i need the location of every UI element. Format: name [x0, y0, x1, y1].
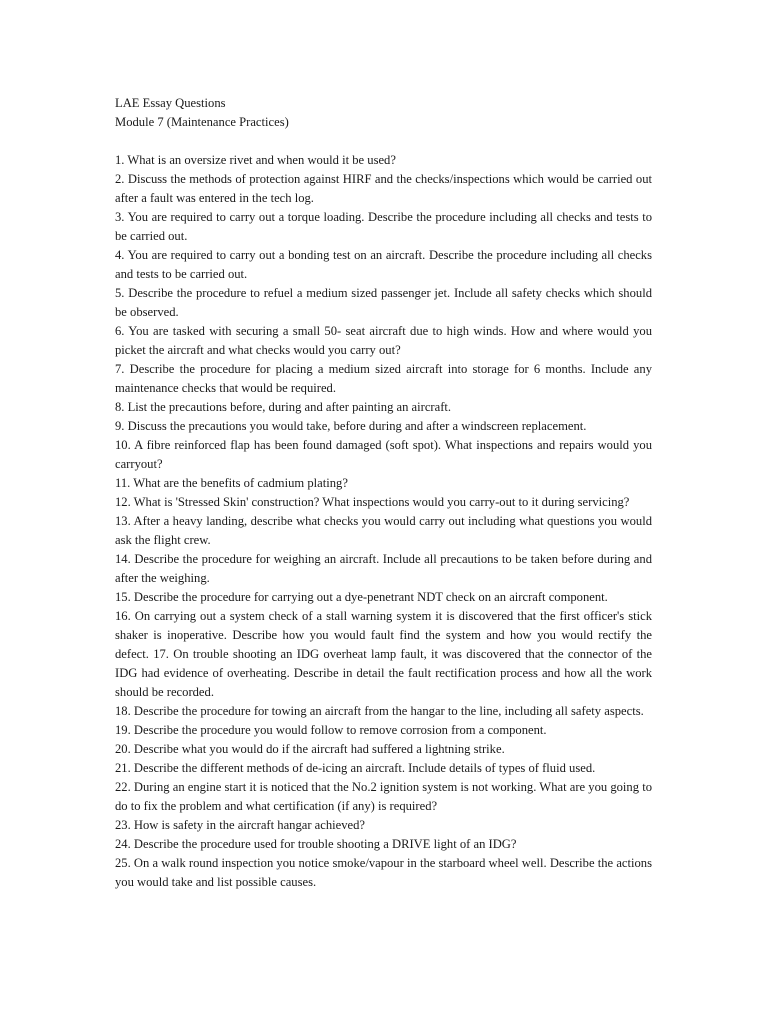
question-item: 24. Describe the procedure used for trouble shooting a DRIVE light of an IDG? [115, 837, 517, 851]
question-item: 25. On a walk round inspection you notice smoke/vapour in the starboard wheel well. Describe the actions you would take and list possible causes. [115, 856, 652, 889]
document-page [115, 94, 652, 892]
question-item: 11. What are the benefits of cadmium plating? [115, 476, 348, 490]
question-item: 3. You are required to carry out a torque loading. Describe the procedure including all checks and tests to be carried out. [115, 210, 652, 243]
question-item: 15. Describe the procedure for carrying out a dye-penetrant NDT check on an aircraft component. [115, 590, 608, 604]
question-item: 2. Discuss the methods of protection against HIRF and the checks/inspections which would be carried out after a fault was entered in the tech log. [115, 172, 652, 205]
document-title: LAE Essay Questions [115, 96, 226, 110]
question-item: 8. List the precautions before, during and after painting an aircraft. [115, 400, 452, 414]
question-item: 21. Describe the different methods of de-icing an aircraft. Include details of types of fluid used. [115, 761, 596, 775]
question-item: 19. Describe the procedure you would follow to remove corrosion from a component. [115, 723, 547, 737]
question-item: 23. How is safety in the aircraft hangar achieved? [115, 818, 366, 832]
question-item: 1. What is an oversize rivet and when would it be used? [115, 153, 396, 167]
question-item: 22. During an engine start it is noticed that the No.2 ignition system is not working. What are you going to do to fix the problem and what certification (if any) is required? [115, 780, 652, 813]
question-item: 13. After a heavy landing, describe what checks you would carry out including what questions you would ask the flight crew. [115, 514, 652, 547]
question-item: 7. Describe the procedure for placing a medium sized aircraft into storage for 6 months. Include any maintenance checks that would be required. [115, 362, 652, 395]
question-item: 16. On carrying out a system check of a stall warning system it is discovered that the first officer's stick shaker is inoperative. Describe how you would fault find the system and how you would rectify the defect. 17. On trouble shooting an IDG overheat lamp fault, it was discovered that the connector of the IDG had evidence of overheating. Describe in detail the fault rectification process and how all the work should be recorded. [115, 609, 652, 699]
question-item: 4. You are required to carry out a bonding test on an aircraft. Describe the procedure including all checks and tests to be carried out. [115, 248, 652, 281]
question-item: 5. Describe the procedure to refuel a medium sized passenger jet. Include all safety checks which should be observed. [115, 286, 652, 319]
question-item: 12. What is 'Stressed Skin' construction? What inspections would you carry-out to it during servicing? [115, 495, 630, 509]
question-item: 20. Describe what you would do if the aircraft had suffered a lightning strike. [115, 742, 505, 756]
question-list [115, 151, 652, 892]
document-subtitle: Module 7 (Maintenance Practices) [115, 115, 289, 129]
question-item: 14. Describe the procedure for weighing an aircraft. Include all precautions to be taken before during and after the weighing. [115, 552, 652, 585]
question-item: 6. You are tasked with securing a small 50- seat aircraft due to high winds. How and where would you picket the aircraft and what checks would you carry out? [115, 324, 652, 357]
question-item: 9. Discuss the precautions you would take, before during and after a windscreen replacement. [115, 419, 587, 433]
question-item: 10. A fibre reinforced flap has been found damaged (soft spot). What inspections and repairs would you carryout? [115, 438, 652, 471]
question-item: 18. Describe the procedure for towing an aircraft from the hangar to the line, including all safety aspects. [115, 704, 644, 718]
